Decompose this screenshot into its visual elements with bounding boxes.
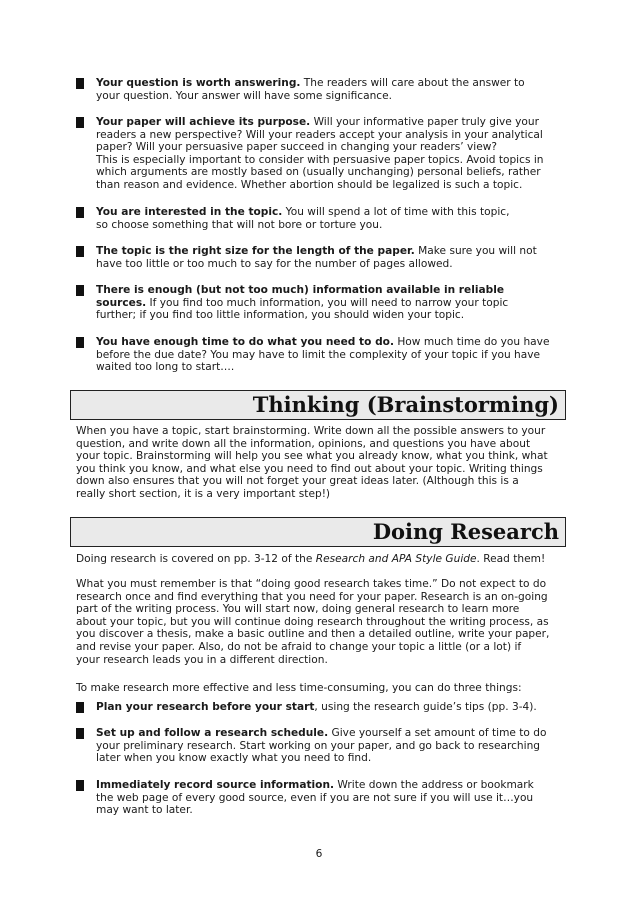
- bullet-record-source: Immediately record source information. Write down the address or bookmark the web page of every good source, even if you are not sure if you will use it…you may want to later.: [76, 779, 566, 817]
- square-bullet-icon: [76, 207, 84, 218]
- bullet-enough-info: There is enough (but not too much) information available in reliable sources. If you find too much information, you will need to narrow your topic further; if you find too little information, you should widen your topic.: [76, 284, 566, 322]
- bullet-enough-time: You have enough time to do what you need to do. How much time do you have before the due date? You may have to limit the complexity of your topic if you have waited too long to start….: [76, 336, 566, 374]
- square-bullet-icon: [76, 728, 84, 739]
- square-bullet-icon: [76, 78, 84, 89]
- square-bullet-icon: [76, 702, 84, 713]
- bullet-research-schedule: Set up and follow a research schedule. Give yourself a set amount of time to do your preliminary research. Start working on your paper, and go back to researching later when you know exactly what you need to find.: [76, 727, 566, 765]
- research-three-things: To make research more effective and less time-consuming, you can do three things:: [76, 682, 522, 694]
- brainstorming-paragraph: When you have a topic, start brainstorming. Write down all the possible answers to your question, and write down all the information, opinions, and questions you have about your topic. Brainstorming will help you see what you already know, what you think, what you think you know, and what else you need to find out about your topic. Writing things down also ensures that you will not forget your great ideas later. (Although this is a really short section, it is a very important step!): [76, 425, 548, 500]
- section-heading-brainstorming: Thinking (Brainstorming): [70, 390, 566, 420]
- research-intro: Doing research is covered on pp. 3-12 of the Research and APA Style Guide. Read them!: [76, 553, 546, 565]
- square-bullet-icon: [76, 285, 84, 296]
- page-number: 6: [315, 848, 323, 860]
- square-bullet-icon: [76, 780, 84, 791]
- bullet-question-worth: Your question is worth answering. The readers will care about the answer to your question. Your answer will have some significance.: [76, 77, 566, 102]
- square-bullet-icon: [76, 246, 84, 257]
- square-bullet-icon: [76, 337, 84, 348]
- research-paragraph: What you must remember is that “doing good research takes time.” Do not expect to do research once and find everything that you need for your paper. Research is an on-going part of the writing process. You will start now, doing general research to learn more about your topic, but you will continue doing research throughout the writing process, as you discover a thesis, make a basic outline and then a detailed outline, write your paper, and revise your paper. Also, do not be afraid to change your topic a little (or a lot) if your research leads you in a different direction.: [76, 578, 550, 666]
- bullet-right-size: The topic is the right size for the length of the paper. Make sure you will not have too little or too much to say for the number of pages allowed.: [76, 245, 566, 270]
- bullet-achieve-purpose: Your paper will achieve its purpose. Will your informative paper truly give your readers a new perspective? Will your readers accept your analysis in your analytical paper? Will your persuasive paper succeed in changing your readers’ view? This is especially important to consider with persuasive paper topics. Avoid topics in which arguments are mostly based on (usually unchanging) personal beliefs, rather than reason and evidence. Whether abortion should be legalized is such a topic.: [76, 116, 566, 192]
- section-heading-research: Doing Research: [70, 517, 566, 547]
- square-bullet-icon: [76, 117, 84, 128]
- bullet-interested: You are interested in the topic. You will spend a lot of time with this topic, so choose something that will not bore or torture you.: [76, 206, 566, 231]
- bullet-plan-research: Plan your research before your start, using the research guide’s tips (pp. 3-4).: [76, 701, 566, 714]
